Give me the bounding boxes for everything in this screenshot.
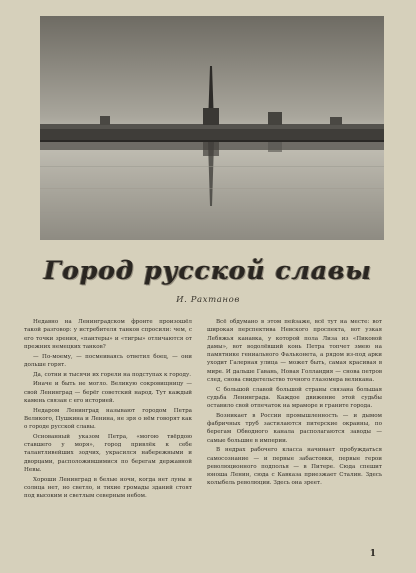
article-title: Город русской славы <box>43 256 373 285</box>
paragraph: Да, сотни и тысячи их горели на подступах к городу. <box>33 371 192 378</box>
photo-illustration <box>40 16 384 240</box>
city-panorama-photo <box>40 16 384 240</box>
paragraph: Недавно на Ленинградском фронте произошёл такой разговор: у истребителя танков спросили: чем, с его точки зрения, «пантеры» и «тигры» отличаются от прежних немецких танков? <box>24 319 192 350</box>
paragraph: Возникает в России промышленность — и дымом фабричных труб застилаются питерские окраины, по берегам Обводного канала располагаются заводы — самые большие в империи. <box>207 412 382 444</box>
paragraph: Иначе и быть не могло. Великую сокровищницу — свой Ленинград — берёг советский народ. Тут каждый камень связан с его историей. <box>24 381 192 404</box>
right-text-column <box>207 318 382 489</box>
paragraph: Недаром Ленинград называют городом Петра Великого, Пушкина и Ленина, не зря о нём говорят как о городе русской славы. <box>24 407 192 430</box>
page-number: 1 <box>369 549 376 559</box>
paragraph: С большой славой большой страны связана большая судьба Ленинграда. Каждое движение этой судьбы оставило свой отпечаток на мраморе и граните города. <box>207 386 382 409</box>
paragraph: Всё обдумано в этом пейзаже, всё тут на месте: вот широкая перспектива Невского проспекта, вот узкая Лебяжья канавка, у которой пола Лиза из «Пиковой дамы», вот водолёвший конь Петра топчет змею на памятнике гениального Фальконета, а рядом из-под арки уходит Галерная улица — может быть, самая красивая в мире. И дальше Гавань, Новая Голландия — снова петров след, снова свидетельство точного глазомера великана. <box>207 319 382 383</box>
paragraph: Основанный указом Петра, «могою твёрдою ставшего у моря», город привлёк к себе талантливейших зодчих, украсился набережными и дворцами, расположившимися по берегам державной Невы. <box>24 433 192 473</box>
left-text-column <box>24 318 192 502</box>
paragraph: В недрах рабочего класса начинает пробуждаться самосознание — и первые забастовки, первые герои революционного подполья — в Питере. Сюда спешит юноша Ленин, сюда с Кавказа приезжает Сталин. Здесь колыбель революции. Здесь она зреет. <box>207 447 382 487</box>
paragraph: — По-моему, — посмеиваясь ответил боец, — они дольше горят. <box>24 353 192 368</box>
paragraph: Хороши Ленинград в белые ночи, когда нет луны и солнца нет, но светло, и тихие громады зданий стоят под высоким и светлым северным небом. <box>24 476 192 499</box>
article-author: И. Рахтанов <box>176 295 240 305</box>
